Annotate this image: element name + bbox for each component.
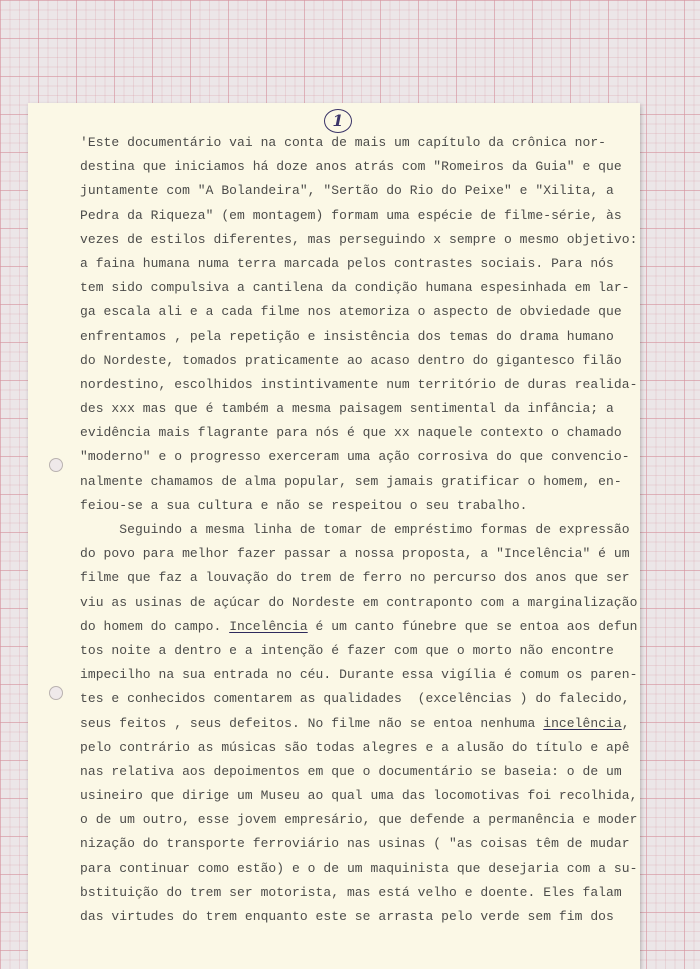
text-line: impecilho na sua entrada no céu. Durante essa vigília é comum os paren- xyxy=(80,667,638,683)
text-segment: do homem do campo. xyxy=(80,618,230,634)
text-line: tem sido compulsiva a cantilena da condição humana espesinhada em lar- xyxy=(80,280,630,296)
text-line: evidência mais flagrante para nós é que xx naquele contexto o chamado xyxy=(80,425,622,441)
text-line xyxy=(80,615,638,639)
underlined-term-incelencia: Incelência xyxy=(229,618,308,634)
text-line: tes e conhecidos comentarem as qualidades (excelências ) do falecido, xyxy=(80,691,630,707)
text-segment: , xyxy=(621,715,630,731)
text-line: nalmente chamamos de alma popular, sem jamais gratificar o homem, en- xyxy=(80,473,622,489)
text-line: a faina humana numa terra marcada pelos contrastes sociais. Para nós xyxy=(80,255,614,271)
punch-hole-top xyxy=(49,458,63,472)
text-line: usineiro que dirige um Museu ao qual uma das locomotivas foi recolhida, xyxy=(80,788,638,804)
text-line: Seguindo a mesma linha de tomar de empréstimo formas de expressão xyxy=(80,522,630,537)
text-line: enfrentamos , pela repetição e insistência dos temas do drama humano xyxy=(80,328,614,344)
text-line: do Nordeste, tomados praticamente ao acaso dentro do gigantesco filão xyxy=(80,352,622,368)
underlined-term-incelencia: incelência xyxy=(543,715,622,731)
text-segment: seus feitos , seus defeitos. No filme não se entoa nenhuma xyxy=(80,715,544,731)
text-line: tos noite a dentro e a intenção é fazer com que o morto não encontre xyxy=(80,642,614,658)
page-number: 1 xyxy=(324,109,352,133)
text-segment: é um canto fúnebre que se entoa aos defun xyxy=(307,618,638,634)
text-line: nordestino, escolhidos instintivamente num território de duras realida- xyxy=(80,376,638,392)
text-line: ga escala ali e a cada filme nos atemoriza o aspecto de obviedade que xyxy=(80,304,622,320)
text-line: bstituição do trem ser motorista, mas está velho e doente. Eles falam xyxy=(80,884,622,900)
text-line: juntamente com "A Bolandeira", "Sertão do Rio do Peixe" e "Xilita, a xyxy=(80,183,614,199)
document-body xyxy=(80,131,638,929)
text-line: "moderno" e o progresso exerceram uma ação corrosiva do que convencio- xyxy=(80,449,630,465)
text-line: viu as usinas de açúcar do Nordeste em contraponto com a marginalização xyxy=(80,594,638,610)
text-line: o de um outro, esse jovem empresário, que defende a permanência e moder xyxy=(80,812,638,828)
text-line: vezes de estilos diferentes, mas perseguindo x sempre o mesmo objetivo: xyxy=(80,231,638,247)
text-line xyxy=(80,712,628,736)
text-line: nização do transporte ferroviário nas usinas ( "as coisas têm de mudar xyxy=(80,836,630,852)
text-line: das virtudes do trem enquanto este se arrasta pelo verde sem fim dos xyxy=(80,909,614,924)
text-line: pelo contrário as músicas são todas alegres e a alusão do título e apê xyxy=(80,739,630,755)
typewritten-page xyxy=(28,103,640,969)
text-line: des xxx mas que é também a mesma paisagem sentimental da infância; a xyxy=(80,401,614,417)
punch-hole-bottom xyxy=(49,686,63,700)
text-line: do povo para melhor fazer passar a nossa proposta, a "Incelência" é um xyxy=(80,546,630,562)
text-line: filme que faz a louvação do trem de ferro no percurso dos anos que ser xyxy=(80,570,630,586)
text-line: para continuar como estão) e o de um maquinista que desejaria com a su- xyxy=(80,860,638,876)
text-line: destina que iniciamos há doze anos atrás com "Romeiros da Guia" e que xyxy=(80,159,622,175)
text-line: Pedra da Riqueza" (em montagem) formam uma espécie de filme-série, às xyxy=(80,207,622,223)
text-line: feiou-se a sua cultura e não se respeitou o seu trabalho. xyxy=(80,497,528,513)
text-line: nas relativa aos depoimentos em que o documentário se baseia: o de um xyxy=(80,763,622,779)
text-line: 'Este documentário vai na conta de mais um capítulo da crônica nor- xyxy=(80,135,607,150)
